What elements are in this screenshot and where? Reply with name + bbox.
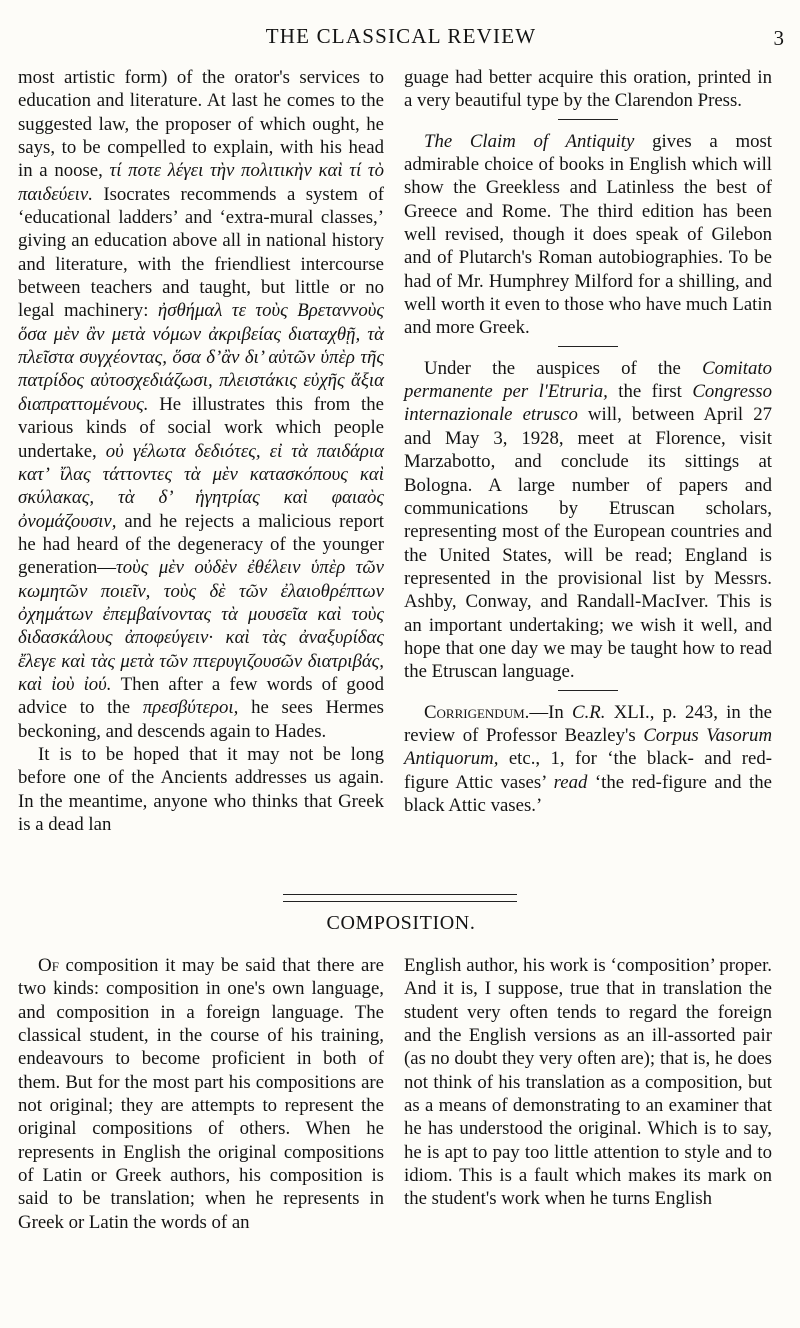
corrigendum-label: Corrigendum. [424, 701, 530, 723]
text-run: XLI., p. 243, in the review of Professor Beazley's [404, 701, 772, 746]
double-rule-divider [283, 894, 517, 902]
section-divider [558, 690, 618, 691]
text-run: will, between April 27 and May 3, 1928, meet at Florence, visit Marzabotto, and conclude its sittings at Bologna. A large number of papers and communications by Etruscan scholars, representing most of the European countries and the United States, will be read; England is represented in the provisional list by Messrs. Ashby, Conway, and Randall-MacIver. This is an important undertaking; we wish it well, and hope that one day we may be taught how to read the Etruscan language. [404, 404, 772, 683]
paragraph-isocrates [18, 66, 384, 743]
book-title: Corpus Vasorum Antiquorum, [404, 724, 773, 770]
read-word: read [553, 771, 588, 793]
journal-reference: C.R. [572, 701, 606, 723]
page-number: 3 [773, 26, 784, 50]
journal-title: THE CLASSICAL REVIEW [265, 24, 537, 48]
paragraph-hope: It is to be hoped that it may not be long before one of the Ancients addresses us again. In the meantime, anyone who thinks that Greek is a dead lan [18, 743, 384, 835]
paragraph-oration-end: guage had better acquire this oration, printed in a very beautiful type by the Clarendon Press. [404, 67, 772, 112]
paragraph-composition-continued: English author, his work is ‘composition’ proper. And it is, I suppose, true that in translation the student very often tends to regard the foreign and the English versions as an ill-assorted pair (as no doubt they very often are); that is, he does not think of his translation as a composition, but as a means of demonstrating to an examiner that he has understood the original. Which is to say, he is apt to pay too little attention to style and to idiom. This is a fault which makes its mark on the student's work when he turns English [404, 955, 772, 1210]
text-run: etc., 1, for ‘the black- and red-figure Attic vases’ [404, 748, 772, 793]
greek-quote: οὐ γέλωτα δεδιότες, εἰ τὰ παιδάρια κατ’ ἴλας τάττοντες τὰ μὲν κατασκόπους καὶ σκύλακας, τὰ δ’ ἡγητρίας καὶ φαιαὸς ὀνομάζουσιν, [18, 440, 384, 532]
text-run: and he rejects a malicious report he had heard of the degeneracy of the younger generation— [18, 510, 384, 579]
section-divider [558, 119, 618, 120]
text-run: Isocrates recommends a system of ‘educational ladders’ and ‘extra-mural classes,’ giving an education above all in national history and literature, with the friendliest intercourse between teachers and taught, but little or no legal machinery: [18, 183, 384, 322]
right-column-bottom [404, 954, 772, 1211]
right-column-top [404, 66, 772, 817]
paragraph-corrigendum [404, 701, 772, 818]
text-run: gives a most admirable choice of books in English which will show the Greekless and Latinless the best of Greece and Rome. The third edition has been well revised, though it does speak of Gilebon and of Plutarch's Roman autobiographies. To be had of Mr. Humphrey Milford for a shilling, and well worth it even to those who have much Latin and more Greek. [404, 130, 773, 339]
italic-name: Comitato permanente per l'Etruria, [404, 357, 772, 403]
left-column-top [18, 66, 384, 836]
text-run: he sees Hermes beckoning, and descends again to Hades. [18, 697, 384, 742]
greek-quote: πρεσβύτεροι, [142, 697, 239, 719]
greek-quote: τί ποτε λέγει τὴν πολιτικὴν καὶ τί τὸ παιδεύειν. [18, 160, 385, 205]
section-heading: COMPOSITION. [326, 912, 476, 934]
italic-name: Congresso internazionale etrusco [404, 381, 772, 426]
text-run: He illustrates this from the various kinds of social work which people undertake, [18, 393, 384, 462]
section-divider [558, 346, 618, 347]
text-run: Then after a few words of good advice to the [18, 673, 384, 719]
book-title: The Claim of Antiquity [424, 130, 635, 152]
text-run: most artistic form) of the orator's services to education and literature. At last he comes to the suggested law, the proposer of which ought, he says, to be compelled to explain, with his head in a noose, [18, 67, 384, 182]
text-run: —In [529, 701, 573, 723]
left-column-bottom [18, 954, 384, 1234]
paragraph-composition-intro [18, 954, 384, 1234]
opening-word: Of [38, 955, 59, 976]
text-run: the first [607, 381, 693, 403]
text-run: ‘the red-figure and the black Attic vases.’ [404, 771, 772, 816]
text-run: Under the auspices of the [424, 357, 703, 379]
paragraph-claim-of-antiquity [404, 130, 772, 340]
running-header [18, 24, 784, 54]
greek-quote: ἠσθήμαλ τε τοὺς Βρεταννοὺς ὅσα μὲν ἂν μετὰ νόμων ἀκριβείας διαταχθῇ, τὰ πλεῖστα συγχέοντας, ὅσα δ’ἂν δι’ αὐτῶν ὑπὲρ τῆς πατρίδος αὐτοσχεδιάζωσι, πλειστάκις εὐχῆς ἄξια διαπραττομένους. [18, 300, 384, 415]
greek-quote: τοὺς μὲν οὐδὲν ἐθέλειν ὑπὲρ τῶν κωμητῶν ποιεῖν, τοὺς δὲ τῶν ἐλαιοθρέπτων ὀχημάτων ἐπεμβαίνοντας τὰ μουσεῖα καὶ τοὺς διδασκάλους ἀποφεύγειν· καὶ τὰς ἀναξυρίδας ἔλεγε καὶ τὰς μετὰ τῶν πτερυγιζουσῶν διατριβάς, καὶ ἰοὺ ἰού. [18, 557, 384, 695]
paragraph-etruscan-congress [404, 357, 772, 684]
text-run: composition it may be said that there are two kinds: composition in one's own language, and composition in a foreign language. The classical student, in the course of his training, endeavours to become proficient in both of them. But for the most part his compositions are not original; they are attempts to represent the original compositions of others. When he represents in English the original compositions of Latin or Greek authors, his composition is said to be translation; when he represents in Greek or Latin the words of an [18, 955, 384, 1233]
